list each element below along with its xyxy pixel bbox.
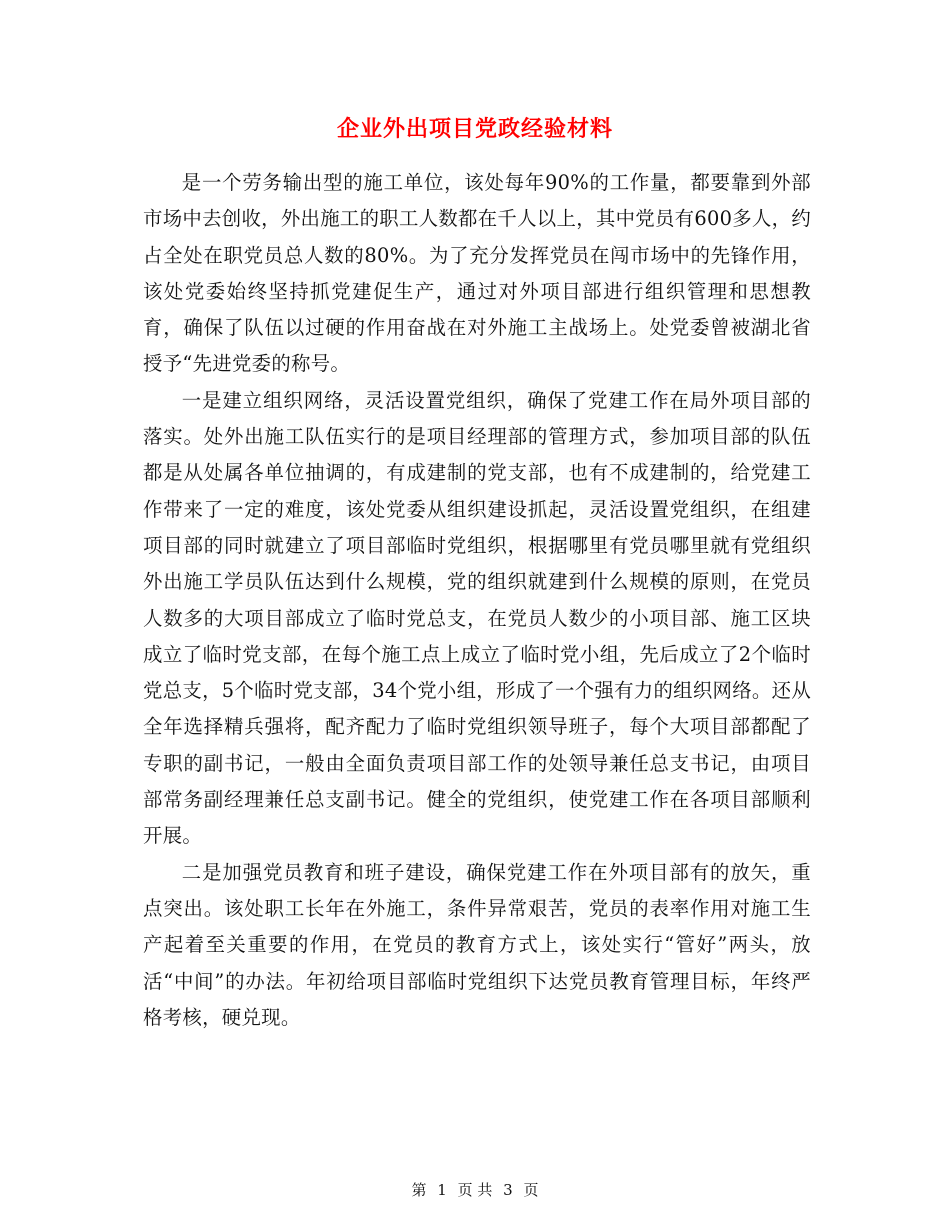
paragraph-education: 二是加强党员教育和班子建设，确保党建工作在外项目部有的放矢，重点突出。该处职工长年在外施工，条件异常艰苦，党员的表率作用对施工生产起着至关重要的作用，在党员的教育方式上，该处实行“管好”两头，放活“中间”的办法。年初给项目部临时党组织下达党员教育管理目标，年终严格考核，硬兑现。: [143, 860, 811, 1029]
document-title: 企业外出项目党政经验材料: [336, 116, 613, 142]
footer-suffix: 页: [523, 1181, 539, 1199]
footer-page-number: 1: [437, 1181, 447, 1199]
page-footer: [0, 1180, 950, 1200]
footer-middle: 页 共: [457, 1181, 493, 1199]
footer-total-pages: 3: [503, 1181, 513, 1199]
document-body: [143, 165, 811, 1036]
paragraph-intro: 是一个劳务输出型的施工单位，该处每年90%的工作量，都要靠到外部市场中去创收，外出施工的职工人数都在千人以上，其中党员有600多人，约占全处在职党员总人数的80%。为了充分发挥党员在闯市场中的先锋作用，该处党委始终坚持抓党建促生产，通过对外项目部进行组织管理和思想教育，确保了队伍以过硬的作用奋战在对外施工主战场上。处党委曾被湖北省授予“先进党委的称号。: [143, 171, 812, 376]
paragraph-organization: 一是建立组织网络，灵活设置党组织，确保了党建工作在局外项目部的落实。处外出施工队伍实行的是项目经理部的管理方式，参加项目部的队伍都是从处属各单位抽调的，有成建制的党支部，也有不成建制的，给党建工作带来了一定的难度，该处党委从组织建设抓起，灵活设置党组织，在组建项目部的同时就建立了项目部临时党组织，根据哪里有党员哪里就有党组织外出施工学员队伍达到什么规模，党的组织就建到什么规模的原则，在党员人数多的大项目部成立了临时党总支，在党员人数少的小项目部、施工区块成立了临时党支部，在每个施工点上成立了临时党小组，先后成立了2个临时党总支，5个临时党支部，34个党小组，形成了一个强有力的组织网络。还从全年选择精兵强将，配齐配力了临时党组织领导班子，每个大项目部都配了专职的副书记，一般由全面负责项目部工作的处领导兼任总支书记，由项目部常务副经理兼任总支副书记。健全的党组织，使党建工作在各项目部顺利开展。: [143, 388, 812, 848]
footer-prefix: 第: [411, 1181, 427, 1199]
